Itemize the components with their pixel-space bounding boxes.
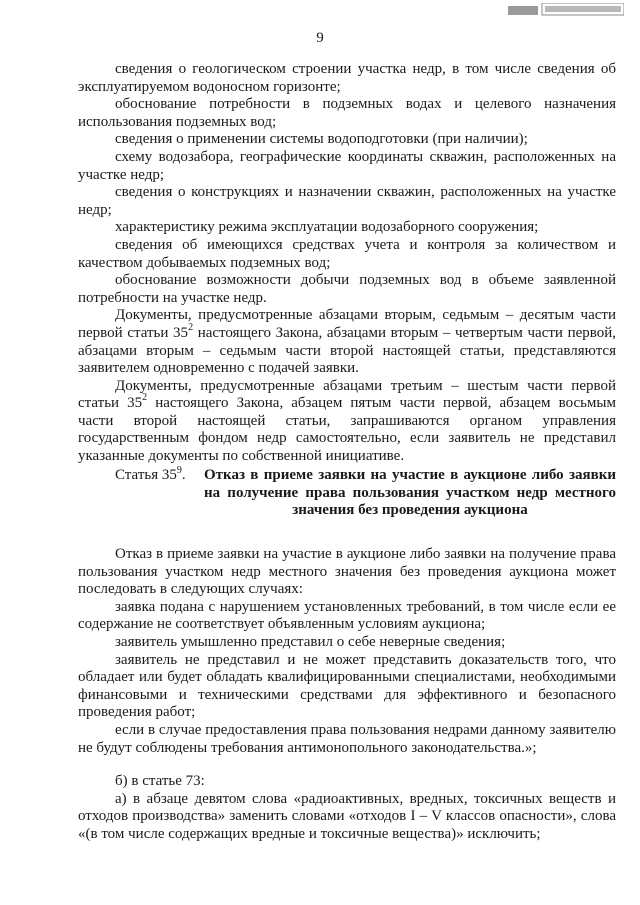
list-paragraph: обоснование потребности в подземных водах и целевого назначения использования подземных вод; bbox=[78, 96, 616, 130]
section-paragraph: а) в абзаце девятом слова «радиоактивных, вредных, токсичных веществ и отходов производства» заменить словами «отходов I – V классов опасности», слова «(в том числе содержащих вредные и токсичные вещества)» исключить; bbox=[78, 790, 616, 842]
text-fragment: настоящего Закона, абзацем пятым части первой, абзацем восьмым части второй настоящей статьи, запрашиваются органом управления государственным фондом недр самостоятельно, если заявитель не представил указанные документы по собственной инициативе. bbox=[78, 395, 616, 465]
documents-paragraph bbox=[78, 307, 616, 377]
superscript: 9 bbox=[176, 465, 182, 476]
list-paragraph: характеристику режима эксплуатации водозаборного сооружения; bbox=[115, 219, 539, 236]
article-title: Отказ в приеме заявки на участие в аукционе либо заявки на получение права пользования участком недр местного значения без проведения аукциона bbox=[204, 467, 616, 519]
list-paragraph: обоснование возможности добычи подземных вод в объеме заявленной потребности на участке недр. bbox=[78, 272, 616, 306]
list-paragraph: схему водозабора, географические координаты скважин, расположенных на участке недр; bbox=[78, 148, 616, 183]
list-paragraph: сведения о применении системы водоподготовки (при наличии); bbox=[115, 131, 528, 148]
section-paragraph: заявка подана с нарушением установленных требований, в том числе если ее содержание не соответствует объявленным условиям аукциона; bbox=[78, 598, 616, 633]
article-label: Статья 35 bbox=[115, 467, 177, 483]
text-fragment: Документы, предусмотренные абзацами третьим – шестым части первой статьи 35 bbox=[78, 377, 616, 412]
documents-paragraph bbox=[78, 378, 616, 466]
article-number bbox=[115, 467, 186, 485]
section-paragraph: б) в статье 73: bbox=[115, 773, 205, 789]
superscript: 2 bbox=[188, 321, 194, 333]
text-fragment: Документы, предусмотренные абзацами вторым, седьмым – десятым части первой статьи 35 bbox=[78, 307, 616, 341]
amendments-section bbox=[78, 773, 616, 843]
section-paragraph: заявитель умышленно представил о себе неверные сведения; bbox=[115, 633, 506, 650]
article-label-dot: . bbox=[181, 467, 186, 483]
list-paragraph: сведения о геологическом строении участка недр, в том числе сведения об эксплуатируемом водоносном горизонте; bbox=[78, 61, 616, 95]
scan-stamp-mark bbox=[508, 3, 624, 16]
section-paragraph: Отказ в приеме заявки на участие в аукционе либо заявки на получение права пользования участком недр местного значения без проведения аукциона может последовать в следующих случаях: bbox=[78, 546, 616, 598]
section-paragraph: заявитель не представил и не может представить доказательств того, что обладает или будет обладать квалифицированными специалистами, необходимыми финансовыми и техническими средствами для эффективного и безопасного проведения работ; bbox=[78, 651, 616, 721]
section-paragraph: если в случае предоставления права пользования недрами данному заявителю не будут соблюдены требования антимонопольного законодательства.»; bbox=[78, 721, 616, 756]
list-paragraph: сведения о конструкциях и назначении скважин, расположенных на участке недр; bbox=[78, 184, 616, 218]
superscript: 2 bbox=[142, 392, 148, 404]
refusal-section bbox=[78, 546, 616, 757]
requirements-list bbox=[78, 61, 616, 466]
page-number: 9 bbox=[316, 30, 324, 46]
list-paragraph: сведения об имеющихся средствах учета и контроля за количеством и качеством добываемых подземных вод; bbox=[78, 236, 616, 271]
text-fragment: настоящего Закона, абзацами вторым – четвертым части первой, абзацами вторым – седьмым части второй настоящей статьи, представляются заявителем одновременно с подачей заявки. bbox=[78, 324, 617, 377]
